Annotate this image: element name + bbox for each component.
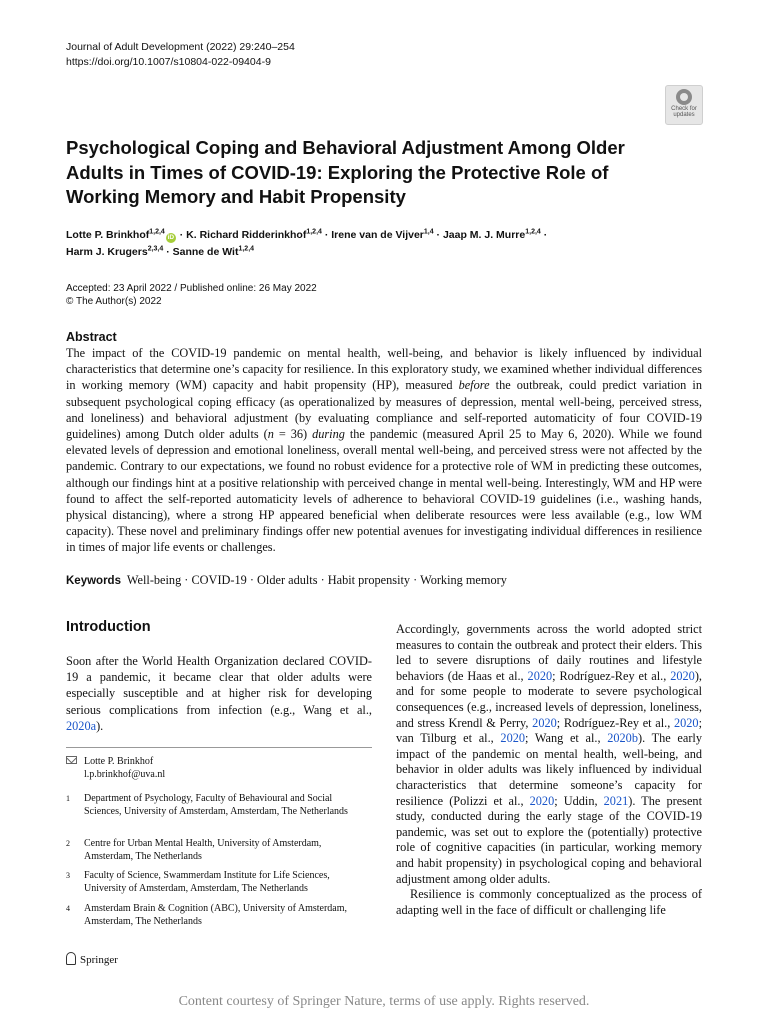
citation-link[interactable]: 2021 [603, 793, 629, 808]
introduction-heading: Introduction [66, 619, 151, 635]
courtesy-notice: Content courtesy of Springer Nature, terms of use apply. Rights reserved. [178, 994, 590, 1009]
journal-header [66, 40, 295, 70]
author-affiliation: 1,2,4 [306, 228, 322, 236]
author-affiliation: 2,3,4 [147, 245, 164, 253]
orcid-icon[interactable]: iD [167, 234, 175, 241]
paragraph: Resilience is commonly conceptualized as the process of adapting well in the face of difficult or challenging life [396, 887, 702, 917]
citation-link[interactable]: 2020 [670, 668, 695, 683]
author-affiliation: 1,2,4 [525, 228, 541, 236]
badge-line-1: Check for [671, 106, 697, 112]
footnote-item: 2 Centre for Urban Mental Health, University of Amsterdam, Amsterdam, The Netherlands [66, 838, 322, 862]
publication-dates [66, 282, 317, 308]
citation-link[interactable]: 2020 [500, 731, 526, 746]
author-affiliation: 1,2,4 [238, 245, 255, 253]
contact-name: Lotte P. Brinkhof [84, 756, 154, 767]
copyright: © The Author(s) 2022 [66, 296, 162, 307]
introduction-right-column: Accordingly, governments across the world adopted strict measures to contain the outbreak and protect their elders. This led to severe disruptions of daily routines and lifestyle behaviors (de Haas et al., 2020; Rodríguez-Rey et al., 2020), and for some people to moderate to severe psychological consequences (e.g., increased levels of depression, loneliness, and stress Krendl & Perry, 2020; Rodríguez-Rey et al., 2020; van Tilburg et al., 2020; Wang et al., 2020b). The early impact of the pandemic on mental health, well-being, and behavior in older adults was likely influenced by individual characteristics that determine someone’s capacity for resilience (Polizzi et al., 2020; Uddin, 2021). The present study, conducted during the early stage of the COVID-19 pandemic, was set out to explore the (potentially) protective role of cognitive capacities (in particular, working memory and habit propensity) in psychological coping and behavioral adjustment among older adults. Resilience is commonly conceptualized as the process of adapting well in the face of difficult or challenging life [396, 622, 702, 917]
footnote-item: 4 Amsterdam Brain & Cognition (ABC), University of Amsterdam, Amsterdam, The Netherlands [66, 903, 348, 927]
abstract-heading: Abstract [66, 330, 117, 344]
citation-link[interactable]: 2020 [529, 793, 555, 808]
article-title: Psychological Coping and Behavioral Adjustment Among Older Adults in Times of COVID-19: Exploring the Protective Role of Working Memory and Habit Propensity [66, 137, 625, 207]
author-name[interactable]: Harm J. Krugers [66, 246, 148, 258]
journal-citation: Journal of Adult Development (2022) 29:240–254 [66, 41, 295, 53]
doi-link[interactable]: https://doi.org/10.1007/s10804-022-09404-9 [66, 56, 271, 68]
citation-link[interactable]: 2020 [673, 715, 699, 730]
keywords-label: Keywords [66, 575, 121, 587]
publisher-logo [66, 952, 118, 966]
envelope-icon [66, 756, 77, 764]
author-affiliation: 1,4 [423, 228, 434, 236]
introduction-left-column: Soon after the World Health Organization declared COVID-19 a pandemic, it became clear that older adults were especially susceptible and at higher risk for developing serious complications from infection (e.g., Wang et al., 2020a). [66, 654, 372, 733]
accepted-published: Accepted: 23 April 2022 / Published online: 26 May 2022 [66, 283, 317, 294]
citation-link[interactable]: 2020b [607, 731, 638, 746]
abstract-body: The impact of the COVID-19 pandemic on mental health, well-being, and behavior is likely influenced by individual characteristics that determine one’s capacity for resilience. In this exploratory study, we examined whether individual differences in working memory (WM) capacity and habit propensity (HP), measured before the outbreak, could predict variation in subsequent psychological coping efficacy (as operationalized by measures of depression, mental well-being, perceived stress, and loneliness) and behavioral adjustment (by evaluating compliance and self-reported automaticity of four COVID-19 guidelines) among Dutch older adults (n = 36) during the pandemic (measured April 25 to May 6, 2020). While we found elevated levels of depression and emotional loneliness, overall mental well-being, and perceived stress were not affected by the pandemic. Contrary to our expectations, we found no robust evidence for a protective role of WM in predicting these outcomes, although our findings hint at a positive relationship with perceived change in mental well-being. Interestingly, WM and HP were found to affect the self-reported automaticity levels of adherence to behavioral COVID-19 guidelines (i.e., washing hands, physical distancing), where a strong HP appeared beneficial when deliberate resources were less available (e.g., low WM capacity). These novel and preliminary findings offer new potential avenues for investigating individual differences in resilience in times of major life events or challenges. [66, 346, 702, 555]
keywords-text: Well-being · COVID-19 · Older adults · Habit propensity · Working memory [126, 573, 507, 587]
author-affiliation: 1,2,4 [149, 228, 165, 236]
author-name[interactable]: Irene van de Vijver [331, 229, 424, 241]
author-name[interactable]: Lotte P. Brinkhof [66, 229, 150, 241]
citation-link[interactable]: 2020a [66, 718, 97, 733]
citation-link[interactable]: 2020 [527, 668, 553, 683]
springer-horse-icon [66, 952, 76, 965]
footnote-item: 1 Department of Psychology, Faculty of Behavioural and Social Sciences, University of Amsterdam, Amsterdam, The Netherlands [66, 793, 348, 817]
author-name[interactable]: Jaap M. J. Murre [442, 229, 526, 241]
keywords [66, 572, 702, 589]
publisher-name: Springer [80, 954, 118, 966]
check-for-updates-badge[interactable] [665, 85, 703, 125]
author-name[interactable]: Sanne de Wit [172, 246, 239, 258]
citation-link[interactable]: 2020 [532, 715, 557, 730]
footnote-item: 3 Faculty of Science, Swammerdam Institute for Life Sciences, University of Amsterdam, Amsterdam, The Netherlands [66, 870, 330, 894]
badge-line-2: updates [673, 112, 695, 118]
crossmark-icon [676, 89, 692, 105]
author-list: Lotte P. Brinkhof$^{1,2,4}$iD · K. Richard Ridderinkhof$^{1,2,4}$ · Irene van de Vijver$^{1,4}$ · Jaap M. J. Murre$^{1,2,4}$ · Harm J. Krugers$^{2,3,4}$ · Sanne de Wit$^{1,2,4}$ [66, 228, 548, 258]
corresponding-author [66, 755, 372, 783]
contact-email[interactable]: l.p.brinkhof@uva.nl [84, 769, 166, 780]
footnote-divider [66, 747, 372, 748]
author-name[interactable]: K. Richard Ridderinkhof [186, 229, 307, 241]
